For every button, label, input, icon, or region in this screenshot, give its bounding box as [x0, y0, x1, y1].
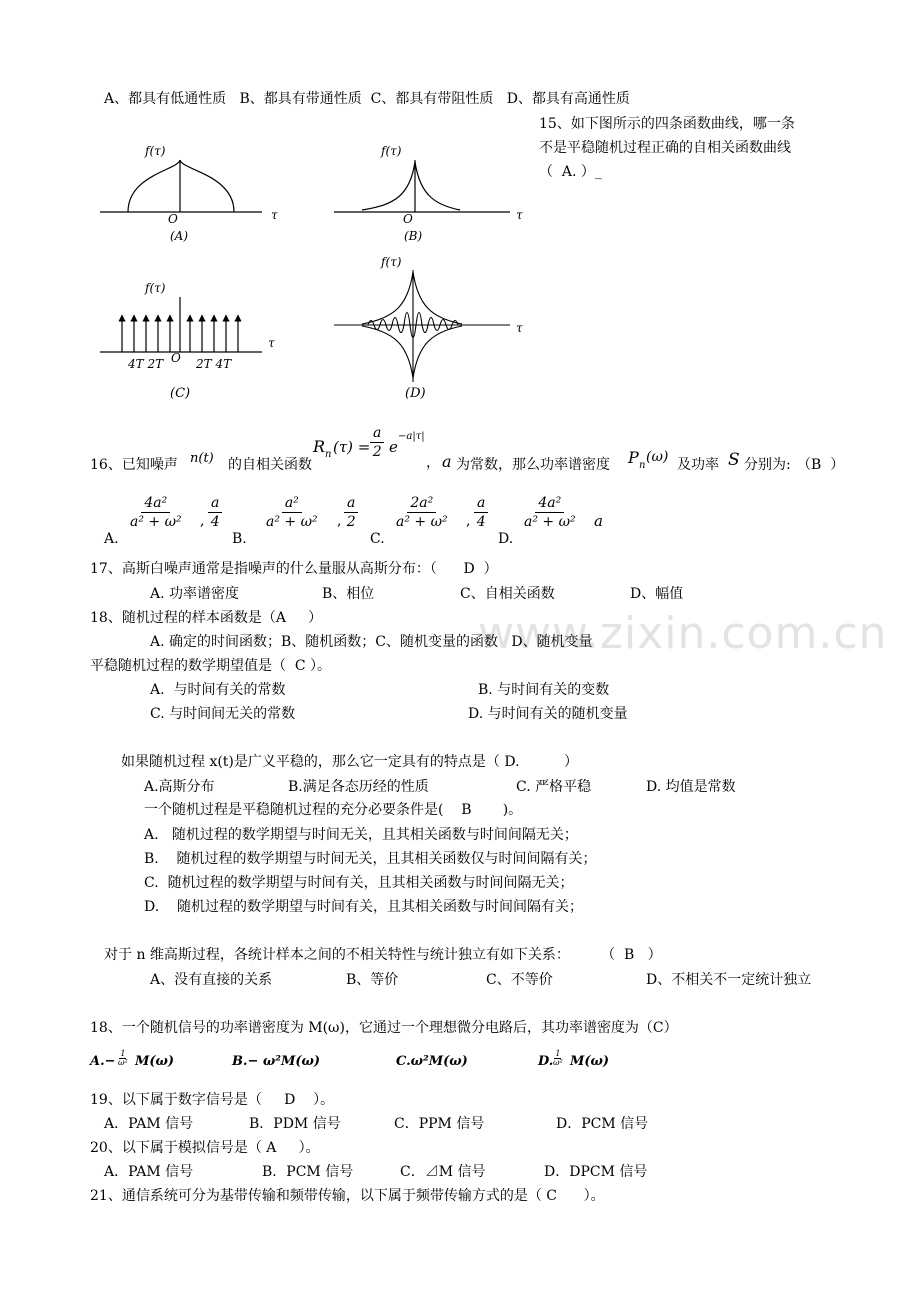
- q16-text-2: 为常数，那么功率谱密度: [456, 457, 610, 473]
- watermark: www.zixin.com.cn: [478, 608, 888, 659]
- q16-text-4: 分别为:: [744, 457, 791, 473]
- q18b-option-b: B.− ω²M(ω): [232, 1054, 321, 1069]
- figure-a-xlabel: τ: [271, 208, 278, 222]
- q16-answer: （B ）: [797, 457, 845, 473]
- figure-c-ticks-right: 2T 4T: [196, 357, 232, 371]
- q16-s-symbol: S: [728, 450, 740, 470]
- q16-option-a-label: A.: [104, 531, 119, 547]
- figure-d-xlabel: τ: [516, 321, 523, 335]
- q-mean-option-b: B. 与时间有关的变数: [478, 682, 610, 698]
- q-gauss-option-d: D、不相关不一定统计独立: [646, 972, 812, 988]
- q17-option-c: C、自相关函数: [460, 586, 555, 602]
- q16-mid: 的自相关函数: [228, 457, 312, 473]
- figure-c-xlabel: τ: [268, 336, 275, 350]
- q-wide-option-a: A.高斯分布: [144, 779, 215, 795]
- figure-b-caption: (B): [404, 229, 423, 243]
- q-wide-option-d: D. 均值是常数: [646, 779, 736, 795]
- figure-d-ylabel: f(τ): [381, 255, 402, 269]
- q16-option-c-frac-1: $\frac{\text{2a²}}{\text{a² + ω²}}$: [396, 495, 448, 530]
- figure-c-origin: O: [171, 351, 181, 365]
- q19-option-d: D．PCM 信号: [556, 1116, 649, 1132]
- q14-options: A、都具有低通性质 B、都具有带通性质 C、都具有带阻性质 D、都具有高通性质: [104, 91, 630, 107]
- q16-option-b-label: B.: [232, 531, 247, 547]
- q16-option-d-label: D.: [498, 531, 514, 547]
- q19-option-b: B．PDM 信号: [249, 1116, 341, 1132]
- q16-option-a-comma: ,: [200, 513, 205, 529]
- q18a-stem: 18、随机过程的样本函数是（A ）: [90, 610, 323, 626]
- q-mean-option-a: A. 与时间有关的常数: [150, 682, 286, 698]
- figure-b-ylabel: f(τ): [381, 144, 402, 158]
- q-cond-option-a: A. 随机过程的数学期望与时间无关，且其相关函数与时间间隔无关；: [144, 827, 578, 843]
- q16-a-symbol: a: [442, 452, 452, 471]
- figure-a-caption: (A): [170, 229, 189, 243]
- q16-option-b-frac-1: $\frac{\text{a²}}{\text{a² + ω²}}$: [266, 495, 318, 530]
- figure-c-caption: (C): [170, 386, 191, 401]
- q16-text-3: 及功率: [677, 457, 719, 473]
- q-gauss-option-c: C、不等价: [486, 972, 553, 988]
- figure-b-xlabel: τ: [516, 208, 523, 222]
- q16-option-c-label: C.: [370, 531, 385, 547]
- q15-line-1: 15、如下图所示的四条函数曲线，哪一条: [539, 116, 795, 132]
- q-cond-stem: 一个随机过程是平稳随机过程的充分必要条件是( B )。: [144, 802, 523, 818]
- q16-option-a-frac-2: $\frac{a}{4}$: [208, 496, 222, 529]
- q16-option-d-tail: a: [594, 512, 603, 530]
- q-mean-option-d: D. 与时间有关的随机变量: [468, 706, 628, 722]
- q16-noise-symbol: n(t): [190, 451, 214, 466]
- q-cond-option-d: D. 随机过程的数学期望与时间有关，且其相关函数与时间间隔有关；: [144, 899, 583, 915]
- q19-option-c: C．PPM 信号: [394, 1116, 485, 1132]
- q19-stem: 19、以下属于数字信号是（ D ）。: [90, 1092, 335, 1108]
- q21-stem: 21、通信系统可分为基带传输和频带传输，以下属于频带传输方式的是（ C ）。: [90, 1188, 605, 1204]
- q16-option-c-comma: ,: [466, 513, 471, 529]
- q17-stem: 17、高斯白噪声通常是指噪声的什么量服从高斯分布：（ D ）: [90, 561, 498, 577]
- q20-option-b: B．PCM 信号: [262, 1164, 354, 1180]
- q20-option-a: A．PAM 信号: [104, 1164, 194, 1180]
- q16-option-b-frac-2: $\frac{a}{2}$: [344, 496, 358, 529]
- q-gauss-stem: 对于 n 维高斯过程，各统计样本之间的不相关特性与统计独立有如下关系： （ B ）: [104, 947, 662, 963]
- q-wide-option-c: C. 严格平稳: [516, 779, 592, 795]
- q18b-stem: 18、一个随机信号的功率谱密度为 M(ω)，它通过一个理想微分电路后，其功率谱密度为（C）: [90, 1020, 678, 1036]
- q-cond-option-c: C. 随机过程的数学期望与时间有关，且其相关函数与时间间隔无关；: [144, 875, 574, 891]
- q16-prefix: 16、已知噪声: [90, 457, 178, 473]
- q-cond-option-b: B. 随机过程的数学期望与时间无关，且其相关函数仅与时间间隔有关；: [144, 851, 597, 867]
- q16-comma: ，: [426, 455, 440, 471]
- q17-option-b: B、相位: [322, 586, 375, 602]
- q20-stem: 20、以下属于模拟信号是（ A ）。: [90, 1140, 320, 1156]
- q20-option-d: D．DPCM 信号: [544, 1164, 648, 1180]
- q15-line-3: （ A. ）_: [539, 164, 602, 180]
- q19-option-a: A．PAM 信号: [104, 1116, 194, 1132]
- q-wide-option-b: B.满足各态历经的性质: [288, 779, 429, 795]
- q-gauss-option-a: A、没有直接的关系: [150, 972, 273, 988]
- figure-c-ticks-left: 4T 2T: [128, 357, 164, 371]
- figure-a-origin: O: [168, 212, 178, 226]
- q15-line-2: 不是平稳随机过程正确的自相关函数曲线: [539, 140, 791, 156]
- figure-b-origin: O: [403, 212, 413, 226]
- q-mean-stem: 平稳随机过程的数学期望值是（ C ）。: [90, 658, 332, 674]
- q16-option-b-comma: ,: [337, 513, 342, 529]
- q-wide-stem: 如果随机过程 x(t)是广义平稳的，那么它一定具有的特点是（ D. ）: [121, 754, 579, 770]
- figure-d-caption: (D): [405, 386, 426, 401]
- q16-option-d-frac-1: $\frac{\text{4a²}}{\text{a² + ω²}}$: [524, 495, 576, 530]
- figure-d-lower-left: [362, 326, 413, 378]
- q17-option-a: A. 功率谱密度: [150, 586, 240, 602]
- q18a-options: A. 确定的时间函数；B、随机函数；C、随机变量的函数 D、随机变量: [150, 634, 593, 650]
- q16-option-a-frac-1: $\frac{\text{4a²}}{\text{a² + ω²}}$: [130, 495, 182, 530]
- q17-option-d: D、幅值: [630, 586, 684, 602]
- q-gauss-option-b: B、等价: [346, 972, 399, 988]
- figure-c-ylabel: f(τ): [145, 281, 166, 295]
- q20-option-c: C．⊿M 信号: [400, 1164, 486, 1180]
- figure-a-ylabel: f(τ): [145, 144, 166, 158]
- q16-option-c-frac-2: $\frac{a}{4}$: [474, 496, 488, 529]
- q18b-option-c: C.ω²M(ω): [396, 1054, 468, 1069]
- figure-d-lower-right: [413, 326, 462, 378]
- q-mean-option-c: C. 与时间间无关的常数: [150, 706, 296, 722]
